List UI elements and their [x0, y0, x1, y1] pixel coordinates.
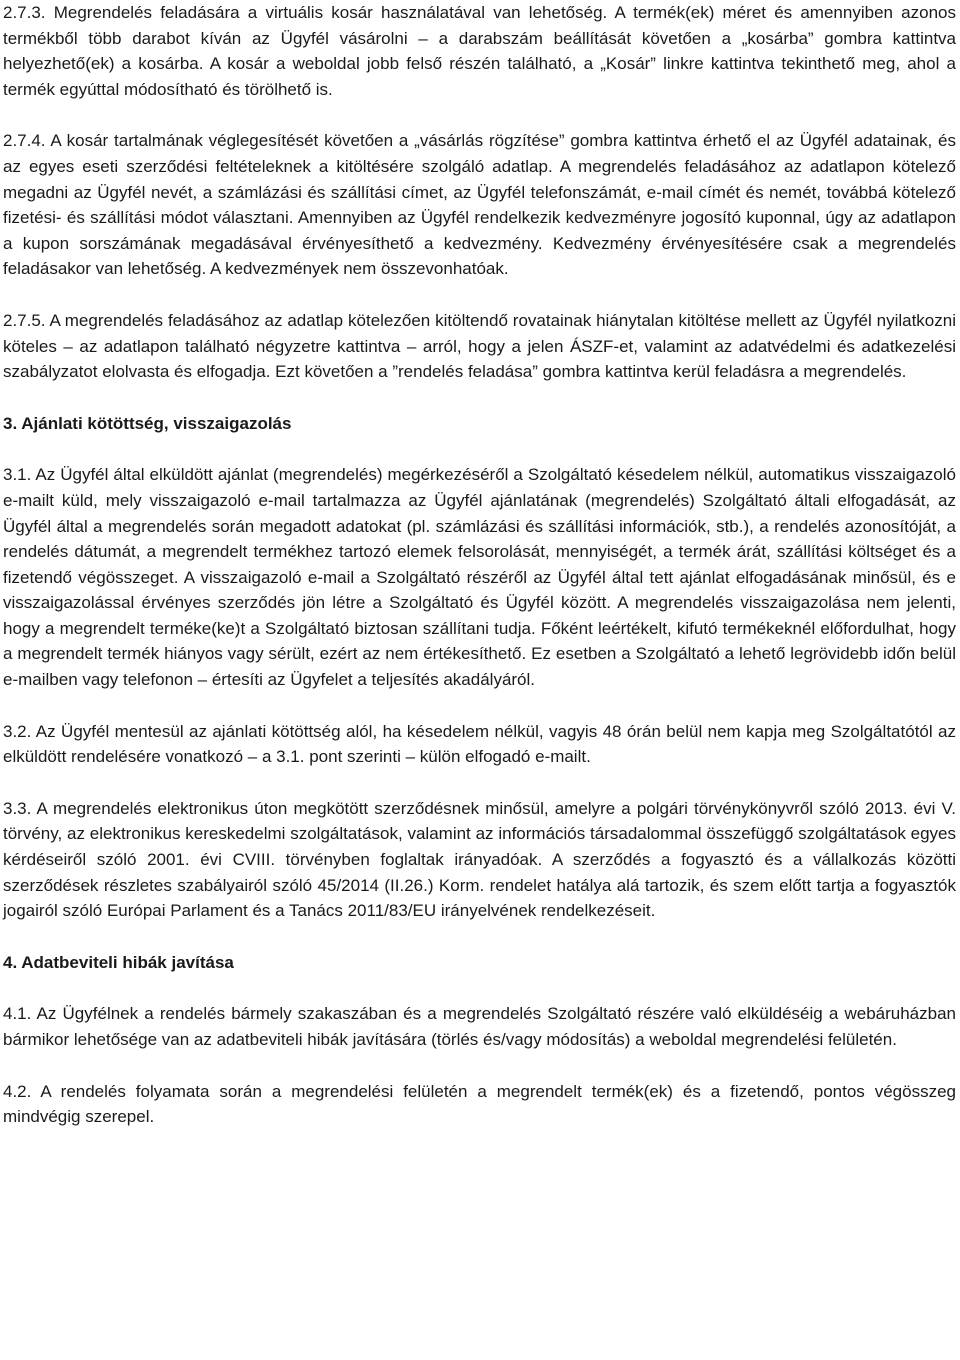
paragraph-3-1: 3.1. Az Ügyfél által elküldött ajánlat (megrendelés) megérkezéséről a Szolgáltató késedelem nélkül, automatikus visszaigazoló e-mailt küld, mely visszaigazoló e-mail tartalmazza az Ügyfél ajánlatának (megrendelés) Szolgáltató általi elfogadását, az Ügyfél által a megrendelés során megadott adatokat (pl. számlázási és szállítási információk, stb.), a rendelés azonosítóját, a rendelés dátumát, a megrendelt termékhez tartozó elemek felsorolását, mennyiségét, a termék árát, szállítási költséget és a fizetendő végösszeget. A visszaigazoló e-mail a Szolgáltató részéről az Ügyfél által tett ajánlat elfogadásának minősül, és e visszaigazolással érvényes szerződés jön létre a Szolgáltató és Ügyfél között. A megrendelés visszaigazolása nem jelenti, hogy a megrendelt terméke(ke)t a Szolgáltató biztosan szállítani tudja. Főként leértékelt, kifutó termékeknél előfordulhat, hogy a megrendelt termék hiányos vagy sérült, ezért az nem értékesíthető. Ez esetben a Szolgáltató a lehető legrövidebb időn belül e-mailben vagy telefonon – értesíti az Ügyfelet a teljesítés akadályáról.	[3, 465, 956, 690]
section-heading-4: 4. Adatbeviteli hibák javítása	[3, 952, 234, 972]
paragraph-2-7-5: 2.7.5. A megrendelés feladásához az adatlap kötelezően kitöltendő rovatainak hiánytalan kitöltése mellett az Ügyfél nyilatkozni köteles – az adatlapon található négyzetre kattintva – arról, hogy a jelen ÁSZF-et, valamint az adatvédelmi és adatkezelési szabályzatot elolvasta és elfogadja. Ezt követően a ”rendelés feladása” gombra kattintva kerül feladásra a megrendelés.	[3, 310, 956, 382]
paragraph-4-2: 4.2. A rendelés folyamata során a megrendelési felületén a megrendelt termék(ek) és a fizetendő, pontos végösszeg mindvégig szerepel.	[3, 1081, 956, 1127]
paragraph-3-2: 3.2. Az Ügyfél mentesül az ajánlati kötöttség alól, ha késedelem nélkül, vagyis 48 órán belül nem kapja meg Szolgáltatótól az elküldött rendelésére vonatkozó – a 3.1. pont szerinti – külön elfogadó e-mailt.	[3, 721, 956, 767]
paragraph-3-3: 3.3. A megrendelés elektronikus úton megkötött szerződésnek minősül, amelyre a polgári törvénykönyvről szóló 2013. évi V. törvény, az elektronikus kereskedelmi szolgáltatások, valamint az információs társadalommal összefüggő szolgáltatások egyes kérdéseiről szóló 2001. évi CVIII. törvényben foglaltak irányadóak. A szerződés a fogyasztó és a vállalkozás közötti szerződések részletes szabályairól szóló 45/2014 (II.26.) Korm. rendelet hatálya alá tartozik, és szem előtt tartja a fogyasztók jogairól szóló Európai Parlament és a Tanács 2011/83/EU irányelvének rendelkezéseit.	[3, 798, 956, 921]
paragraph-2-7-3: 2.7.3. Megrendelés feladására a virtuális kosár használatával van lehetőség. A termék(ek) méret és amennyiben azonos termékből több darabot kíván az Ügyfél vásárolni – a darabszám beállítását követően a „kosárba” gombra kattintva helyezhető(ek) a kosárba. A kosár a weboldal jobb felső részén található, a „Kosár” linkre kattintva tekinthető meg, ahol a termék egyúttal módosítható és törölhető is.	[3, 3, 956, 99]
section-heading-3: 3. Ajánlati kötöttség, visszaigazolás	[3, 413, 292, 433]
paragraph-4-1: 4.1. Az Ügyfélnek a rendelés bármely szakaszában és a megrendelés Szolgáltató részére való elküldéséig a webáruházban bármikor lehetősége van az adatbeviteli hibák javítására (törlés és/vagy módosítás) a weboldal megrendelési felületén.	[3, 1004, 956, 1049]
paragraph-2-7-4: 2.7.4. A kosár tartalmának véglegesítését követően a „vásárlás rögzítése” gombra kattintva érhető el az Ügyfél adatainak, és az egyes eseti szerződési feltételeknek a kitöltésére szolgáló adatlap. A megrendelés feladásához az adatlapon kötelező megadni az Ügyfél nevét, a számlázási és szállítási címet, az Ügyfél telefonszámát, e-mail címét és nemét, továbbá kötelező fizetési- és szállítási módot választani. Amennyiben az Ügyfél rendelkezik kedvezményre jogosító kuponnal, úgy az adatlapon a kupon sorszámának megadásával érvényesíthető a kedvezmény. Kedvezmény érvényesítésére csak a megrendelés feladásakor van lehetőség. A kedvezmények nem összevonhatóak.	[3, 131, 956, 279]
